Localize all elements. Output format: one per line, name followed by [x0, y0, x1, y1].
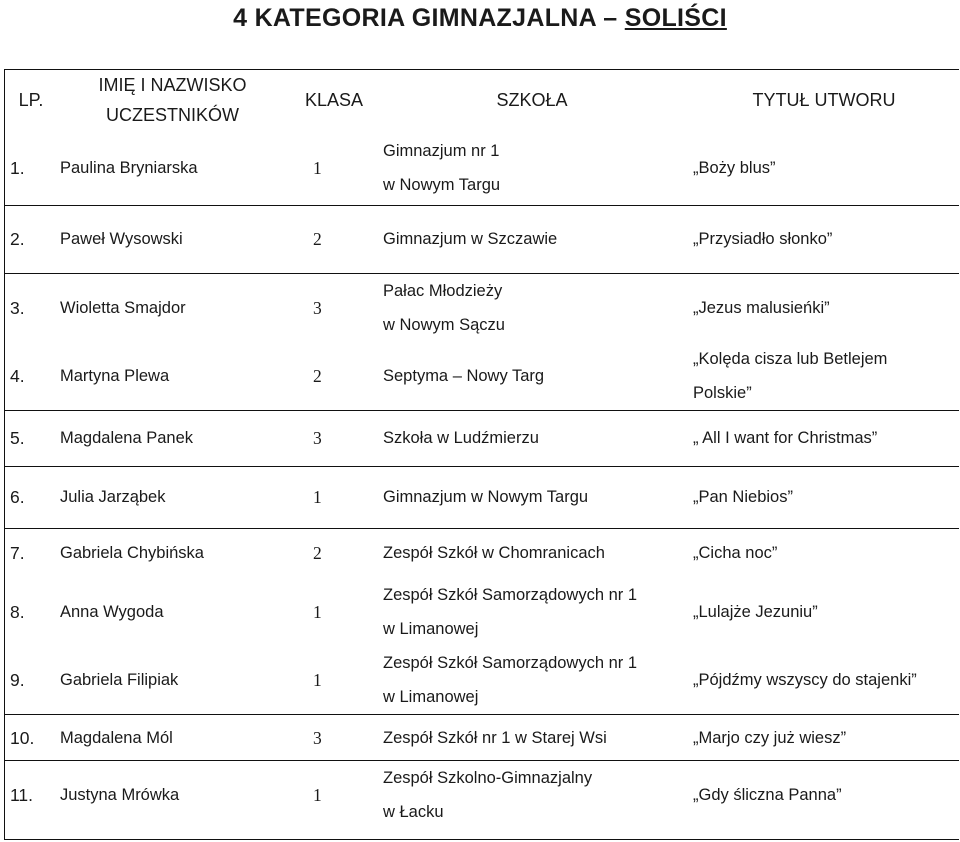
cell-school-line2: w Nowym Sączu	[383, 315, 505, 334]
cell-school-line1: Septyma – Nowy Targ	[383, 366, 545, 385]
cell-klasa: 1	[313, 785, 322, 805]
cell-song-line1: „Boży blus”	[693, 158, 776, 177]
cell-klasa: 1	[287, 646, 375, 715]
cell-klasa: 3	[287, 715, 375, 761]
cell-song	[683, 205, 959, 273]
cell-song	[683, 761, 959, 830]
cell-school-line1: Szkoła w Ludźmierzu	[383, 429, 539, 447]
cell-name: Anna Wygoda	[60, 603, 164, 621]
cell-klasa: 2	[287, 205, 375, 273]
header-row	[4, 69, 959, 131]
cell-lp: 11.	[10, 785, 34, 805]
cell-school-line2: w Łacku	[383, 803, 444, 821]
table-row	[4, 205, 959, 273]
table-row	[4, 761, 959, 830]
cell-klasa: 2	[313, 543, 322, 564]
header-name-line2: UCZESTNIKÓW	[106, 105, 239, 125]
cell-klasa: 3	[313, 297, 322, 318]
title-prefix: 4 KATEGORIA GIMNAZJALNA –	[233, 4, 625, 32]
header-lp: LP.	[18, 90, 44, 110]
header-szkola: SZKOŁA	[496, 90, 568, 110]
table-row	[4, 410, 959, 466]
cell-lp: 2.	[4, 205, 52, 273]
cell-song	[683, 466, 959, 528]
table-row	[4, 528, 959, 578]
header-tytul: TYTUŁ UTWORU	[752, 90, 896, 110]
table-row	[4, 466, 959, 528]
cell-song-line1: „Pójdźmy wszyscy do stajenki”	[693, 671, 917, 689]
header-name-line1: IMIĘ I NAZWISKO	[98, 75, 247, 95]
cell-school	[375, 342, 683, 411]
cell-name: Julia Jarząbek	[52, 466, 287, 528]
cell-school	[375, 410, 683, 466]
cell-klasa: 1	[313, 602, 322, 622]
cell-lp: 8.	[10, 602, 25, 622]
cell-klasa: 1	[287, 466, 375, 528]
cell-school-line1: Pałac Młodzieży	[383, 281, 503, 300]
cell-song	[683, 131, 959, 205]
table-row	[4, 131, 959, 205]
cell-song	[683, 410, 959, 466]
cell-lp: 7.	[10, 543, 25, 564]
cell-school-line2: w Nowym Targu	[383, 175, 501, 194]
cell-school	[375, 273, 683, 342]
cell-song-line1: „Kolęda cisza lub Betlejem	[693, 349, 888, 368]
cell-school-line1: Zespół Szkół Samorządowych nr 1	[383, 586, 638, 604]
table-row	[4, 646, 959, 715]
cell-school-line1: Gimnazjum w Nowym Targu	[383, 488, 589, 506]
cell-song	[683, 646, 959, 715]
header-klasa: KLASA	[304, 90, 364, 110]
cell-klasa: 3	[287, 410, 375, 466]
cell-school	[375, 131, 683, 205]
cell-lp: 6.	[4, 466, 52, 528]
cell-song-line1: „ All I want for Christmas”	[693, 429, 878, 447]
cell-name: Gabriela Chybińska	[60, 544, 204, 563]
cell-song-line1: „Marjo czy już wiesz”	[693, 728, 847, 747]
cell-song-line1: „Gdy śliczna Panna”	[693, 786, 842, 804]
cell-name: Magdalena Panek	[52, 410, 287, 466]
cell-school-line2: w Limanowej	[383, 620, 479, 638]
cell-school-line1: Gimnazjum w Szczawie	[383, 230, 558, 248]
cell-name: Magdalena Mól	[52, 715, 287, 761]
cell-lp: 5.	[4, 410, 52, 466]
cell-school	[375, 205, 683, 273]
cell-song-line1: „Jezus malusieńki”	[693, 298, 830, 317]
cell-lp: 1.	[4, 131, 52, 205]
table-row	[4, 578, 959, 646]
cell-klasa: 1	[287, 131, 375, 205]
cell-klasa: 2	[287, 342, 375, 411]
cell-song	[683, 342, 959, 411]
cell-name: Justyna Mrówka	[60, 786, 180, 804]
header-name	[52, 69, 287, 131]
cell-song-line1: „Lulajże Jezuniu”	[693, 603, 818, 621]
cell-school	[375, 466, 683, 528]
cell-song-line1: „Pan Niebios”	[693, 488, 793, 506]
cell-school-line1: Zespół Szkół nr 1 w Starej Wsi	[383, 728, 607, 747]
cell-song	[683, 273, 959, 342]
participants-table	[4, 69, 959, 829]
cell-school-line2: w Limanowej	[383, 688, 479, 706]
cell-lp: 10.	[4, 715, 52, 761]
cell-name: Paulina Bryniarska	[52, 131, 287, 205]
cell-lp: 4.	[4, 342, 52, 411]
title-underlined: SOLIŚCI	[624, 4, 727, 32]
cell-name: Wioletta Smajdor	[60, 298, 186, 317]
page-title	[0, 0, 960, 38]
cell-school-line1: Zespół Szkolno-Gimnazjalny	[383, 769, 593, 787]
cell-song-line2: Polskie”	[693, 383, 752, 402]
cell-lp: 9.	[4, 646, 52, 715]
cell-song-line1: „Przysiadło słonko”	[693, 230, 833, 248]
cell-name: Paweł Wysowski	[52, 205, 287, 273]
cell-name: Gabriela Filipiak	[52, 646, 287, 715]
cell-name: Martyna Plewa	[52, 342, 287, 411]
cell-song	[683, 715, 959, 761]
cell-school-line1: Zespół Szkół w Chomranicach	[383, 544, 605, 563]
cell-lp: 3.	[10, 297, 25, 318]
cell-school	[375, 761, 683, 830]
cell-school	[375, 715, 683, 761]
cell-school	[375, 578, 683, 646]
table-row	[4, 715, 959, 761]
cell-song-line1: „Cicha noc”	[693, 544, 778, 563]
cell-song	[683, 528, 959, 578]
cell-school-line1: Gimnazjum nr 1	[383, 141, 500, 160]
table-row	[4, 342, 959, 411]
cell-school	[375, 528, 683, 578]
cell-school-line1: Zespół Szkół Samorządowych nr 1	[383, 654, 638, 672]
cell-school	[375, 646, 683, 715]
table-row	[4, 273, 959, 342]
cell-song	[683, 578, 959, 646]
